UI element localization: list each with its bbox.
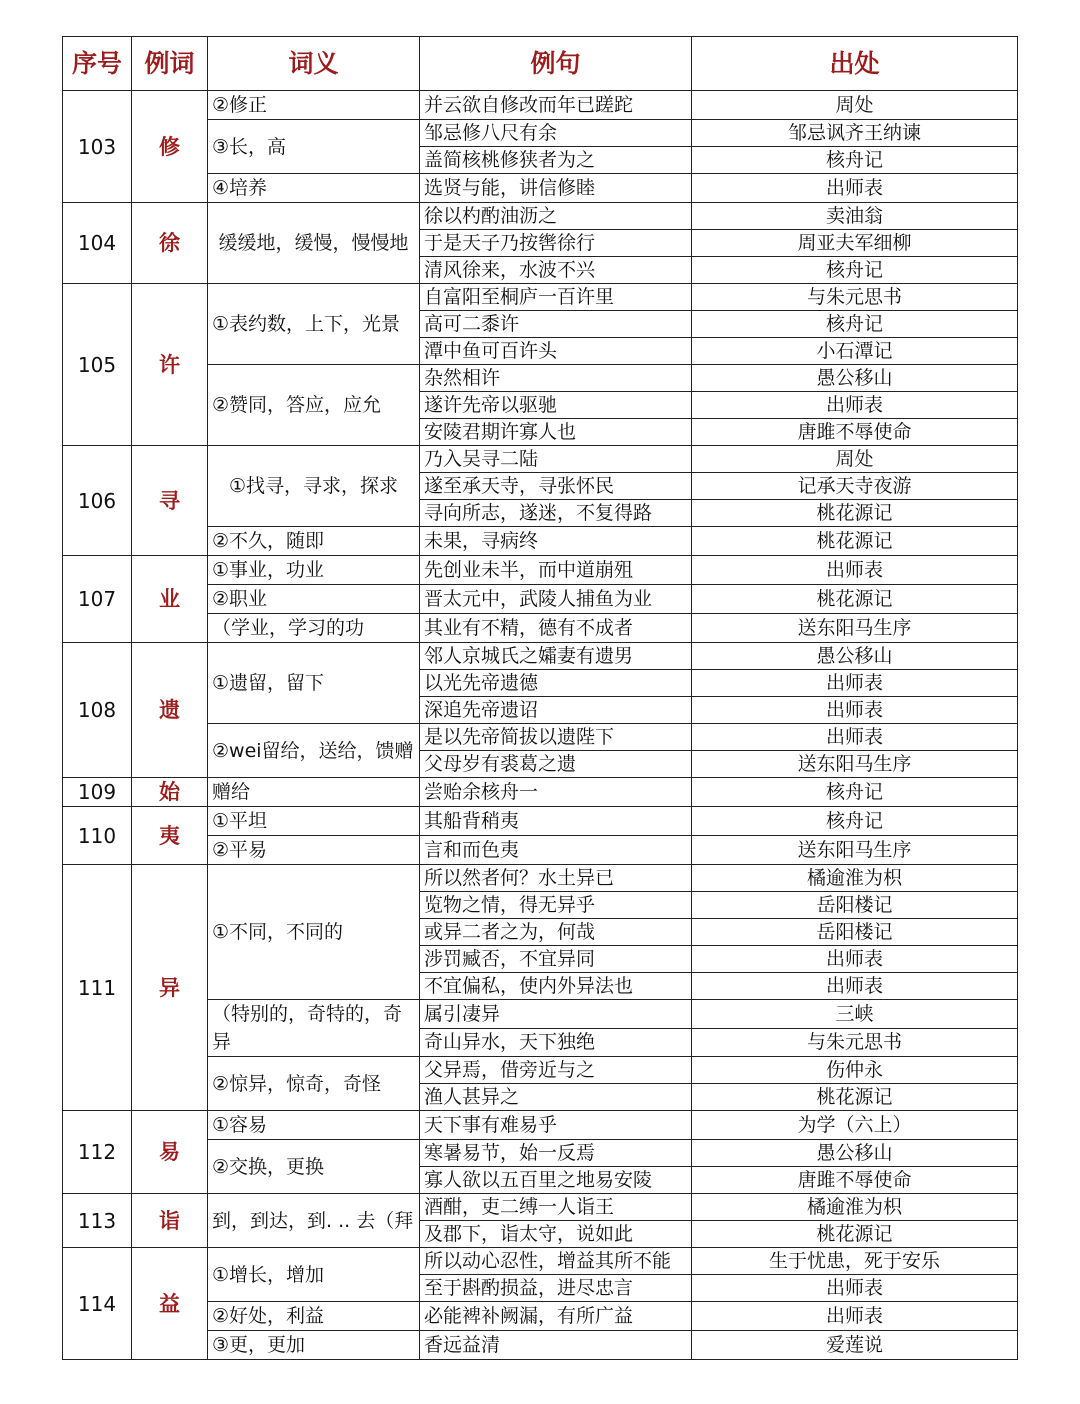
example-source: 周亚夫军细柳 [692, 230, 1018, 257]
example-sentence: 涉罚臧否，不宜异同 [420, 946, 692, 973]
meaning-cell: ③更，更加 [208, 1331, 420, 1360]
example-source: 核舟记 [692, 147, 1018, 174]
example-sentence: 寻向所志，遂迷，不复得路 [420, 500, 692, 527]
entry-number: 111 [63, 865, 132, 1111]
example-sentence: 至于斟酌损益，进尽忠言 [420, 1275, 692, 1302]
table-row [63, 556, 1018, 585]
header-example: 例句 [420, 37, 692, 91]
header-word: 例词 [132, 37, 208, 91]
example-source: 核舟记 [692, 311, 1018, 338]
meaning-cell: ③长，高 [208, 120, 420, 174]
example-sentence: 所以然者何？水土异已 [420, 865, 692, 892]
entry-word: 易 [132, 1111, 208, 1194]
header-num: 序号 [63, 37, 132, 91]
example-sentence: 选贤与能，讲信修睦 [420, 174, 692, 203]
example-source: 与朱元思书 [692, 284, 1018, 311]
example-source: 桃花源记 [692, 1084, 1018, 1111]
entry-number: 108 [63, 643, 132, 778]
example-sentence: 深追先帝遗诏 [420, 697, 692, 724]
example-source: 桃花源记 [692, 1221, 1018, 1248]
meaning-cell: ②wei留给，送给，馈赠 [208, 724, 420, 778]
table-row [63, 807, 1018, 836]
meaning-cell: ②惊异，惊奇，奇怪 [208, 1057, 420, 1111]
example-source: 愚公移山 [692, 1140, 1018, 1167]
entry-word: 修 [132, 91, 208, 203]
meaning-cell: ①找寻，寻求，探求 [208, 446, 420, 527]
example-source: 记承天寺夜游 [692, 473, 1018, 500]
table-row [63, 1194, 1018, 1221]
example-sentence: 及郡下，诣太守，说如此 [420, 1221, 692, 1248]
meaning-cell: ①不同，不同的 [208, 865, 420, 1000]
example-sentence: 奇山异水，天下独绝 [420, 1028, 692, 1057]
table-row [63, 643, 1018, 670]
example-sentence: 父异焉，借旁近与之 [420, 1057, 692, 1084]
example-source: 愚公移山 [692, 365, 1018, 392]
meaning-cell: ④培养 [208, 174, 420, 203]
meaning-cell: （特别的，奇特的，奇异 [208, 1000, 420, 1057]
example-source: 出师表 [692, 1275, 1018, 1302]
table-row [63, 1248, 1018, 1275]
meaning-cell: ①增长，增加 [208, 1248, 420, 1302]
example-sentence: 清风徐来，水波不兴 [420, 257, 692, 284]
example-source: 送东阳马生序 [692, 836, 1018, 865]
example-sentence: 渔人甚异之 [420, 1084, 692, 1111]
vocab-table [62, 36, 1018, 1360]
example-source: 出师表 [692, 946, 1018, 973]
example-sentence: 是以先帝简拔以遗陛下 [420, 724, 692, 751]
example-source: 周处 [692, 446, 1018, 473]
example-sentence: 邹忌修八尺有余 [420, 120, 692, 147]
meaning-cell: ②职业 [208, 585, 420, 614]
example-sentence: 览物之情，得无异乎 [420, 892, 692, 919]
example-source: 橘逾淮为枳 [692, 1194, 1018, 1221]
example-source: 桃花源记 [692, 527, 1018, 556]
example-source: 邹忌讽齐王纳谏 [692, 120, 1018, 147]
example-sentence: 以光先帝遗德 [420, 670, 692, 697]
example-sentence: 必能裨补阙漏，有所广益 [420, 1302, 692, 1331]
meaning-cell: ②交换，更换 [208, 1140, 420, 1194]
meaning-cell: ①平坦 [208, 807, 420, 836]
example-sentence: 言和而色夷 [420, 836, 692, 865]
example-source: 送东阳马生序 [692, 614, 1018, 643]
example-source: 唐雎不辱使命 [692, 419, 1018, 446]
meaning-cell: ①表约数，上下，光景 [208, 284, 420, 365]
entry-word: 业 [132, 556, 208, 643]
entry-word: 徐 [132, 203, 208, 284]
example-sentence: 徐以杓酌油沥之 [420, 203, 692, 230]
example-sentence: 未果，寻病终 [420, 527, 692, 556]
table-row [63, 1111, 1018, 1140]
example-sentence: 所以动心忍性，增益其所不能 [420, 1248, 692, 1275]
example-source: 桃花源记 [692, 500, 1018, 527]
example-sentence: 香远益清 [420, 1331, 692, 1360]
meaning-cell: ①容易 [208, 1111, 420, 1140]
example-sentence: 自富阳至桐庐一百许里 [420, 284, 692, 311]
entry-word: 诣 [132, 1194, 208, 1248]
example-source: 生于忧患，死于安乐 [692, 1248, 1018, 1275]
entry-number: 104 [63, 203, 132, 284]
example-source: 核舟记 [692, 807, 1018, 836]
table-row [63, 446, 1018, 473]
example-source: 出师表 [692, 1302, 1018, 1331]
entry-number: 103 [63, 91, 132, 203]
entry-word: 夷 [132, 807, 208, 865]
example-source: 与朱元思书 [692, 1028, 1018, 1057]
example-source: 出师表 [692, 724, 1018, 751]
example-sentence: 并云欲自修改而年已蹉跎 [420, 91, 692, 120]
meaning-cell: （学业，学习的功 [208, 614, 420, 643]
example-source: 出师表 [692, 670, 1018, 697]
table-row [63, 203, 1018, 230]
entry-number: 113 [63, 1194, 132, 1248]
meaning-cell: 赠给 [208, 778, 420, 807]
example-sentence: 乃入吴寻二陆 [420, 446, 692, 473]
example-source: 出师表 [692, 174, 1018, 203]
example-sentence: 天下事有难易乎 [420, 1111, 692, 1140]
example-sentence: 其船背稍夷 [420, 807, 692, 836]
entry-word: 始 [132, 778, 208, 807]
example-sentence: 尝贻余核舟一 [420, 778, 692, 807]
example-sentence: 其业有不精，德有不成者 [420, 614, 692, 643]
meaning-cell: ②平易 [208, 836, 420, 865]
entry-word: 寻 [132, 446, 208, 556]
entry-number: 109 [63, 778, 132, 807]
example-source: 核舟记 [692, 778, 1018, 807]
example-source: 岳阳楼记 [692, 892, 1018, 919]
example-source: 周处 [692, 91, 1018, 120]
meaning-cell: ②赞同，答应，应允 [208, 365, 420, 446]
entry-word: 益 [132, 1248, 208, 1360]
example-source: 卖油翁 [692, 203, 1018, 230]
example-sentence: 盖简核桃修狭者为之 [420, 147, 692, 174]
table-row [63, 778, 1018, 807]
example-source: 出师表 [692, 392, 1018, 419]
header-source: 出处 [692, 37, 1018, 91]
entry-number: 110 [63, 807, 132, 865]
header-row [63, 37, 1018, 91]
example-sentence: 寒暑易节，始一反焉 [420, 1140, 692, 1167]
example-sentence: 于是天子乃按辔徐行 [420, 230, 692, 257]
header-meaning: 词义 [208, 37, 420, 91]
entry-number: 106 [63, 446, 132, 556]
example-sentence: 杂然相许 [420, 365, 692, 392]
entry-number: 112 [63, 1111, 132, 1194]
entry-word: 许 [132, 284, 208, 446]
example-sentence: 寡人欲以五百里之地易安陵 [420, 1167, 692, 1194]
entry-word: 异 [132, 865, 208, 1111]
table-body [63, 91, 1018, 1360]
entry-number: 105 [63, 284, 132, 446]
example-source: 桃花源记 [692, 585, 1018, 614]
meaning-cell: ①遗留，留下 [208, 643, 420, 724]
table-row [63, 284, 1018, 311]
example-sentence: 潭中鱼可百许头 [420, 338, 692, 365]
entry-number: 107 [63, 556, 132, 643]
meaning-cell: ②不久，随即 [208, 527, 420, 556]
example-sentence: 高可二黍许 [420, 311, 692, 338]
meaning-cell: ②修正 [208, 91, 420, 120]
example-sentence: 父母岁有裘葛之遗 [420, 751, 692, 778]
example-source: 爱莲说 [692, 1331, 1018, 1360]
example-source: 送东阳马生序 [692, 751, 1018, 778]
example-source: 出师表 [692, 697, 1018, 724]
meaning-cell: 到，到达，到. .. 去（拜 [208, 1194, 420, 1248]
example-source: 唐雎不辱使命 [692, 1167, 1018, 1194]
example-sentence: 不宜偏私，使内外异法也 [420, 973, 692, 1000]
example-sentence: 酒酣，吏二缚一人诣王 [420, 1194, 692, 1221]
example-sentence: 安陵君期许寡人也 [420, 419, 692, 446]
example-source: 出师表 [692, 556, 1018, 585]
meaning-cell: ②好处，利益 [208, 1302, 420, 1331]
meaning-cell: ①事业，功业 [208, 556, 420, 585]
example-source: 岳阳楼记 [692, 919, 1018, 946]
table-row [63, 91, 1018, 120]
example-sentence: 晋太元中，武陵人捕鱼为业 [420, 585, 692, 614]
example-source: 伤仲永 [692, 1057, 1018, 1084]
example-source: 核舟记 [692, 257, 1018, 284]
table-row [63, 865, 1018, 892]
example-source: 小石潭记 [692, 338, 1018, 365]
example-source: 三峡 [692, 1000, 1018, 1029]
entry-number: 114 [63, 1248, 132, 1360]
example-source: 橘逾淮为枳 [692, 865, 1018, 892]
example-source: 出师表 [692, 973, 1018, 1000]
entry-word: 遗 [132, 643, 208, 778]
example-source: 愚公移山 [692, 643, 1018, 670]
example-sentence: 或异二者之为，何哉 [420, 919, 692, 946]
example-sentence: 遂至承天寺，寻张怀民 [420, 473, 692, 500]
example-source: 为学（六上） [692, 1111, 1018, 1140]
example-sentence: 属引凄异 [420, 1000, 692, 1029]
meaning-cell: 缓缓地，缓慢，慢慢地 [208, 203, 420, 284]
example-sentence: 先创业未半，而中道崩殂 [420, 556, 692, 585]
example-sentence: 邻人京城氏之孀妻有遗男 [420, 643, 692, 670]
example-sentence: 遂许先帝以驱驰 [420, 392, 692, 419]
